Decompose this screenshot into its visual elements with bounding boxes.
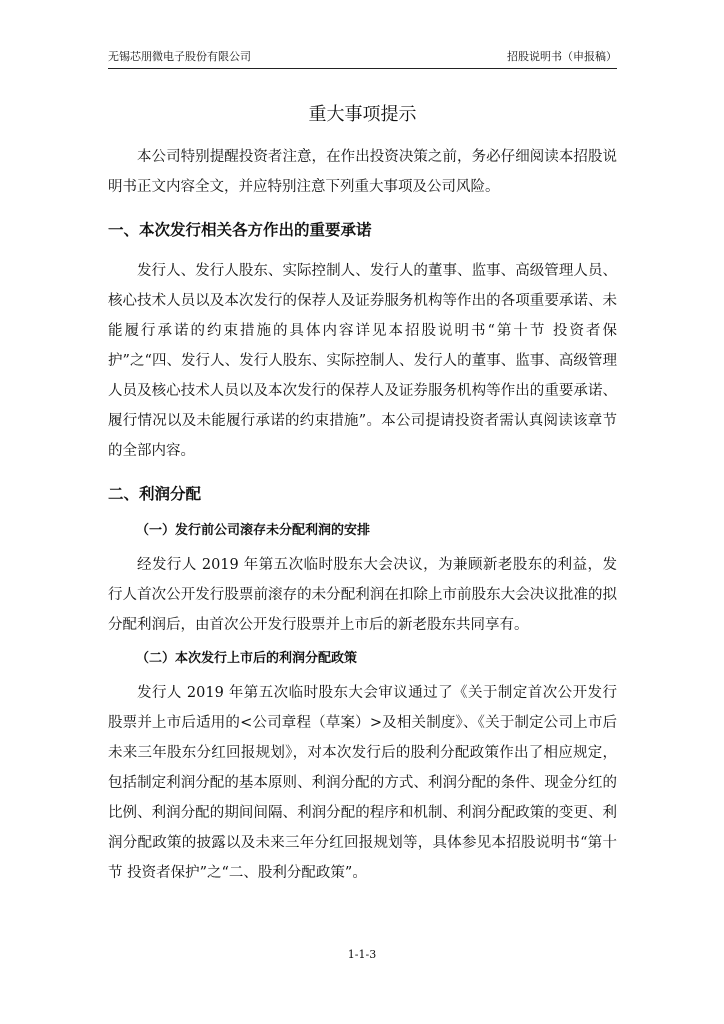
intro-paragraph: 本公司特别提醒投资者注意，在作出投资决策之前，务必仔细阅读本招股说明书正文内容全文，并应特别注意下列重大事项及公司风险。 bbox=[108, 149, 617, 195]
section-heading-commitments: 一、本次发行相关各方作出的重要承诺 bbox=[108, 221, 372, 239]
header-document-type: 招股说明书（申报稿） bbox=[507, 50, 617, 63]
header-company-name: 无锡芯朋微电子股份有限公司 bbox=[108, 50, 251, 63]
distribution-policy-paragraph: 发行人 2019 年第五次临时股东大会审议通过了《关于制定首次公开发行股票并上市后适用的<公司章程（草案）>及相关制度》、《关于制定公司上市后未来三年股东分红回报规划》，对本次发行后的股利分配政策作出了相应规定，包括制定利润分配的基本原则、利润分配的方式、利润分配的条件、现金分红的比例、利润分配的期间间隔、利润分配的程序和机制、利润分配政策的变更、利润分配政策的披露以及未来三年分红回报规划等，具体参见本招股说明书“第十节 投资者保护”之“二、股利分配政策”。 bbox=[108, 685, 617, 881]
retained-profit-paragraph: 经发行人 2019 年第五次临时股东大会决议，为兼顾新老股东的利益，发行人首次公开发行股票前滚存的未分配利润在扣除上市前股东大会决议批准的拟分配利润后，由首次公开发行股票并上市后的新老股东共同享有。 bbox=[108, 557, 617, 633]
subsection-heading-retained-profit: （一）发行前公司滚存未分配利润的安排 bbox=[136, 523, 371, 538]
page-title: 重大事项提示 bbox=[308, 104, 417, 125]
subsection-heading-distribution-policy: （二）本次发行上市后的利润分配政策 bbox=[136, 651, 358, 666]
page-header bbox=[108, 48, 617, 69]
page-content bbox=[108, 100, 617, 888]
section-heading-profit-distribution: 二、利润分配 bbox=[108, 485, 202, 503]
commitments-paragraph: 发行人、发行人股东、实际控制人、发行人的董事、监事、高级管理人员、核心技术人员以及本次发行的保荐人及证券服务机构等作出的各项重要承诺、未能履行承诺的约束措施的具体内容详见本招股说明书“第十节 投资者保护”之“四、发行人、发行人股东、实际控制人、发行人的董事、监事、高级管理人员及核心技术人员以及本次发行的保荐人及证券服务机构等作出的重要承诺、履行情况以及未能履行承诺的约束措施”。本公司提请投资者需认真阅读该章节的全部内容。 bbox=[108, 263, 617, 459]
page-number: 1-1-3 bbox=[347, 948, 377, 961]
